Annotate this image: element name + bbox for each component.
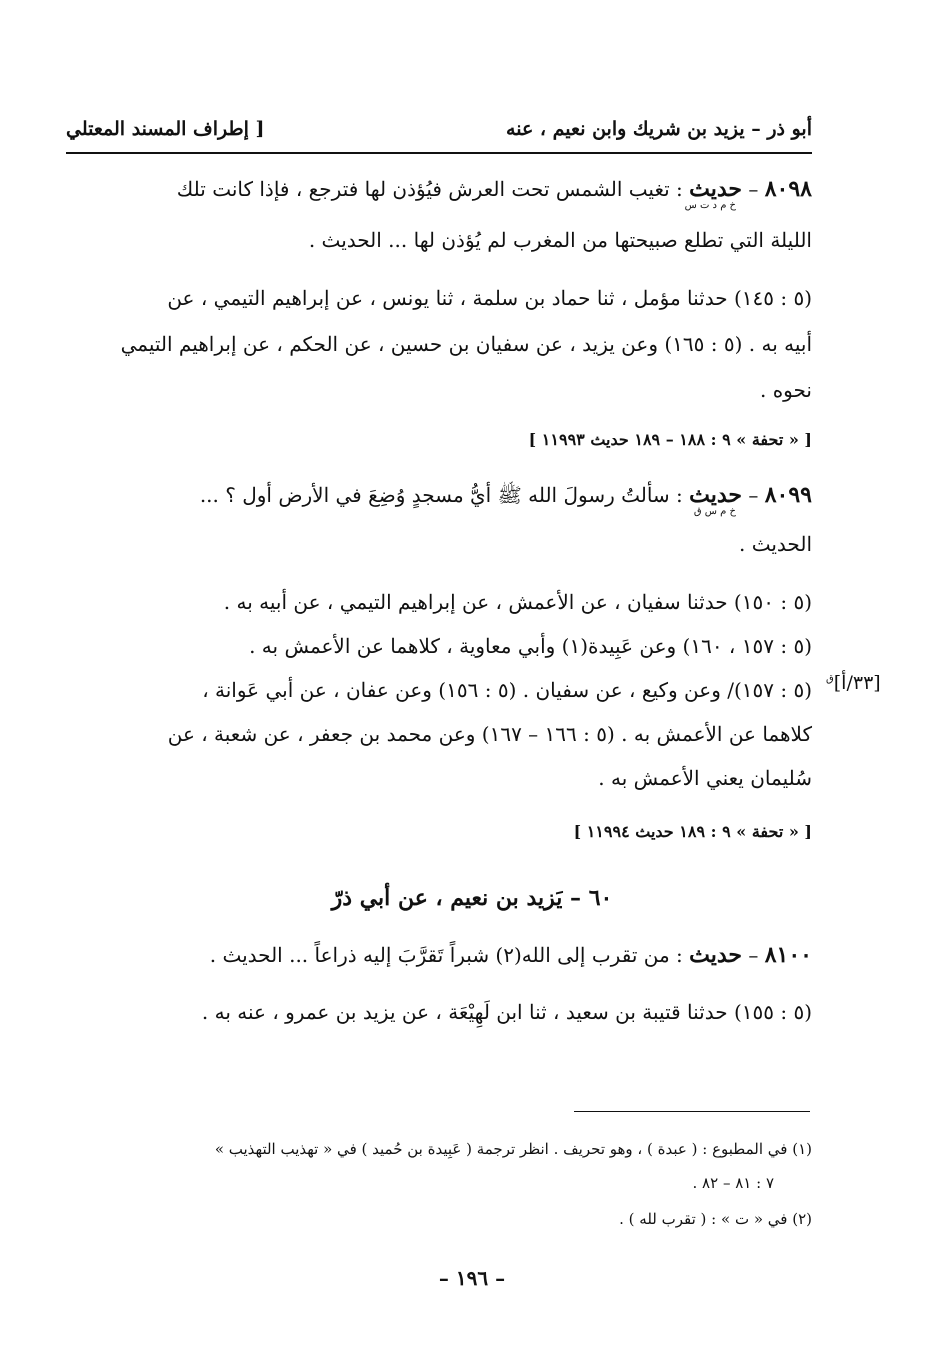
hadith-word — [684, 176, 743, 211]
hadith-8099-isnad2: (٥ : ١٥٧ ، ١٦٠) وعن عَبِيدة(١) وأبي معاوية ، كلاهما عن الأعمش به . — [249, 634, 812, 658]
hadith-8099-isnad5: سُليمان يعني الأعمش به . — [598, 766, 812, 790]
sigla: خ م د ت س — [684, 200, 737, 211]
matn-text: : سألتُ رسولَ الله ﷺ أيُّ مسجدٍ وُضِعَ في الأرض أول ؟ ... — [199, 483, 690, 507]
hadith-word-text: حديث — [689, 176, 743, 202]
hadith-8099-isnad1: (٥ : ١٥٠) حدثنا سفيان ، عن الأعمش ، عن إبراهيم التيمي ، عن أبيه به . — [223, 590, 812, 614]
hadith-8098-isnad1: (٥ : ١٤٥) حدثنا مؤمل ، ثنا حماد بن سلمة ، ثنا يونس ، عن إبراهيم التيمي ، عن — [167, 286, 812, 310]
hadith-number: ٨٠٩٨ — [764, 176, 812, 202]
hadith-8098-isnad2: أبيه به . (٥ : ١٦٥) وعن يزيد ، عن سفيان بن حسين ، عن الحكم ، عن إبراهيم التيمي — [120, 332, 812, 356]
hadith-8100-line1 — [210, 942, 812, 968]
hadith-8099-line2: الحديث . — [739, 532, 812, 556]
hadith-8099-line1 — [199, 482, 812, 517]
hadith-word: حديث — [689, 942, 743, 968]
hadith-word — [689, 482, 743, 517]
hadith-dash: – — [742, 943, 765, 967]
hadith-number: ٨٠٩٩ — [764, 482, 812, 508]
hadith-dash: – — [742, 177, 765, 201]
margin-folio-note — [826, 672, 881, 694]
hadith-8099-isnad3: (٥ : ١٥٧)/ وعن وكيع ، عن سفيان . (٥ : ١٥٦) وعن عفان ، عن أبي عَوانة ، — [202, 678, 812, 702]
hadith-8100-isnad1: (٥ : ١٥٥) حدثنا قتيبة بن سعيد ، ثنا ابن لَهِيْعَة ، عن يزيد بن عمرو ، عنه به . — [201, 1000, 812, 1024]
tuhfa-reference: [ « تحفة » ٩ : ١٨٩ حديث ١١٩٩٤ ] — [573, 822, 812, 841]
footnote-1-line2: ٧ : ٨١ – ٨٢ . — [692, 1174, 774, 1192]
hadith-8098-line1 — [176, 176, 812, 211]
footnote-2: (٢) في « ت » : ( تقرب لله ) . — [619, 1210, 812, 1228]
hadith-dash: – — [742, 483, 765, 507]
hadith-8098-line2: الليلة التي تطلع صبيحتها من المغرب لم يُؤذن لها ... الحديث . — [308, 228, 812, 252]
footnote-rule — [574, 1111, 810, 1112]
matn-text: : من تقرب إلى الله(٢) شبراً تَقرَّبَ إليه ذراعاً ... الحديث . — [209, 943, 690, 967]
header-rule — [66, 152, 812, 154]
sigla: خ م س ق — [693, 506, 737, 517]
section-title: ٦٠ – يَزيد بن نعيم ، عن أبي ذرّ — [331, 885, 613, 911]
tuhfa-reference: [ « تحفة » ٩ : ١٨٨ – ١٨٩ حديث ١١٩٩٣ ] — [528, 430, 812, 449]
hadith-word-text: حديث — [689, 482, 743, 508]
matn-text: : تغيب الشمس تحت العرش فيُؤذن لها فترجع ، فإذا كانت تلك — [176, 177, 690, 201]
hadith-number: ٨١٠٠ — [764, 942, 812, 968]
hadith-8098-isnad3: نحوه . — [759, 378, 812, 402]
hadith-8099-isnad4: كلاهما عن الأعمش به . (٥ : ١٦٦ – ١٦٧) وعن محمد بن جعفر ، عن شعبة ، عن — [167, 722, 812, 746]
margin-folio-text: [٣٣/أ] — [833, 672, 881, 694]
margin-folio-sup: ق — [826, 673, 834, 685]
running-title: أبو ذر – يزيد بن شريك وابن نعيم ، عنه — [506, 118, 812, 140]
page-number: – ١٩٦ – — [438, 1266, 506, 1290]
footnote-1-line1: (١) في المطبوع : ( عبدة ) ، وهو تحريف . انظر ترجمة ( عَبِيدة بن حُميد ) في « تهذيب التهذيب » — [214, 1140, 812, 1158]
book-title: [ إطراف المسند المعتلي — [66, 118, 265, 140]
